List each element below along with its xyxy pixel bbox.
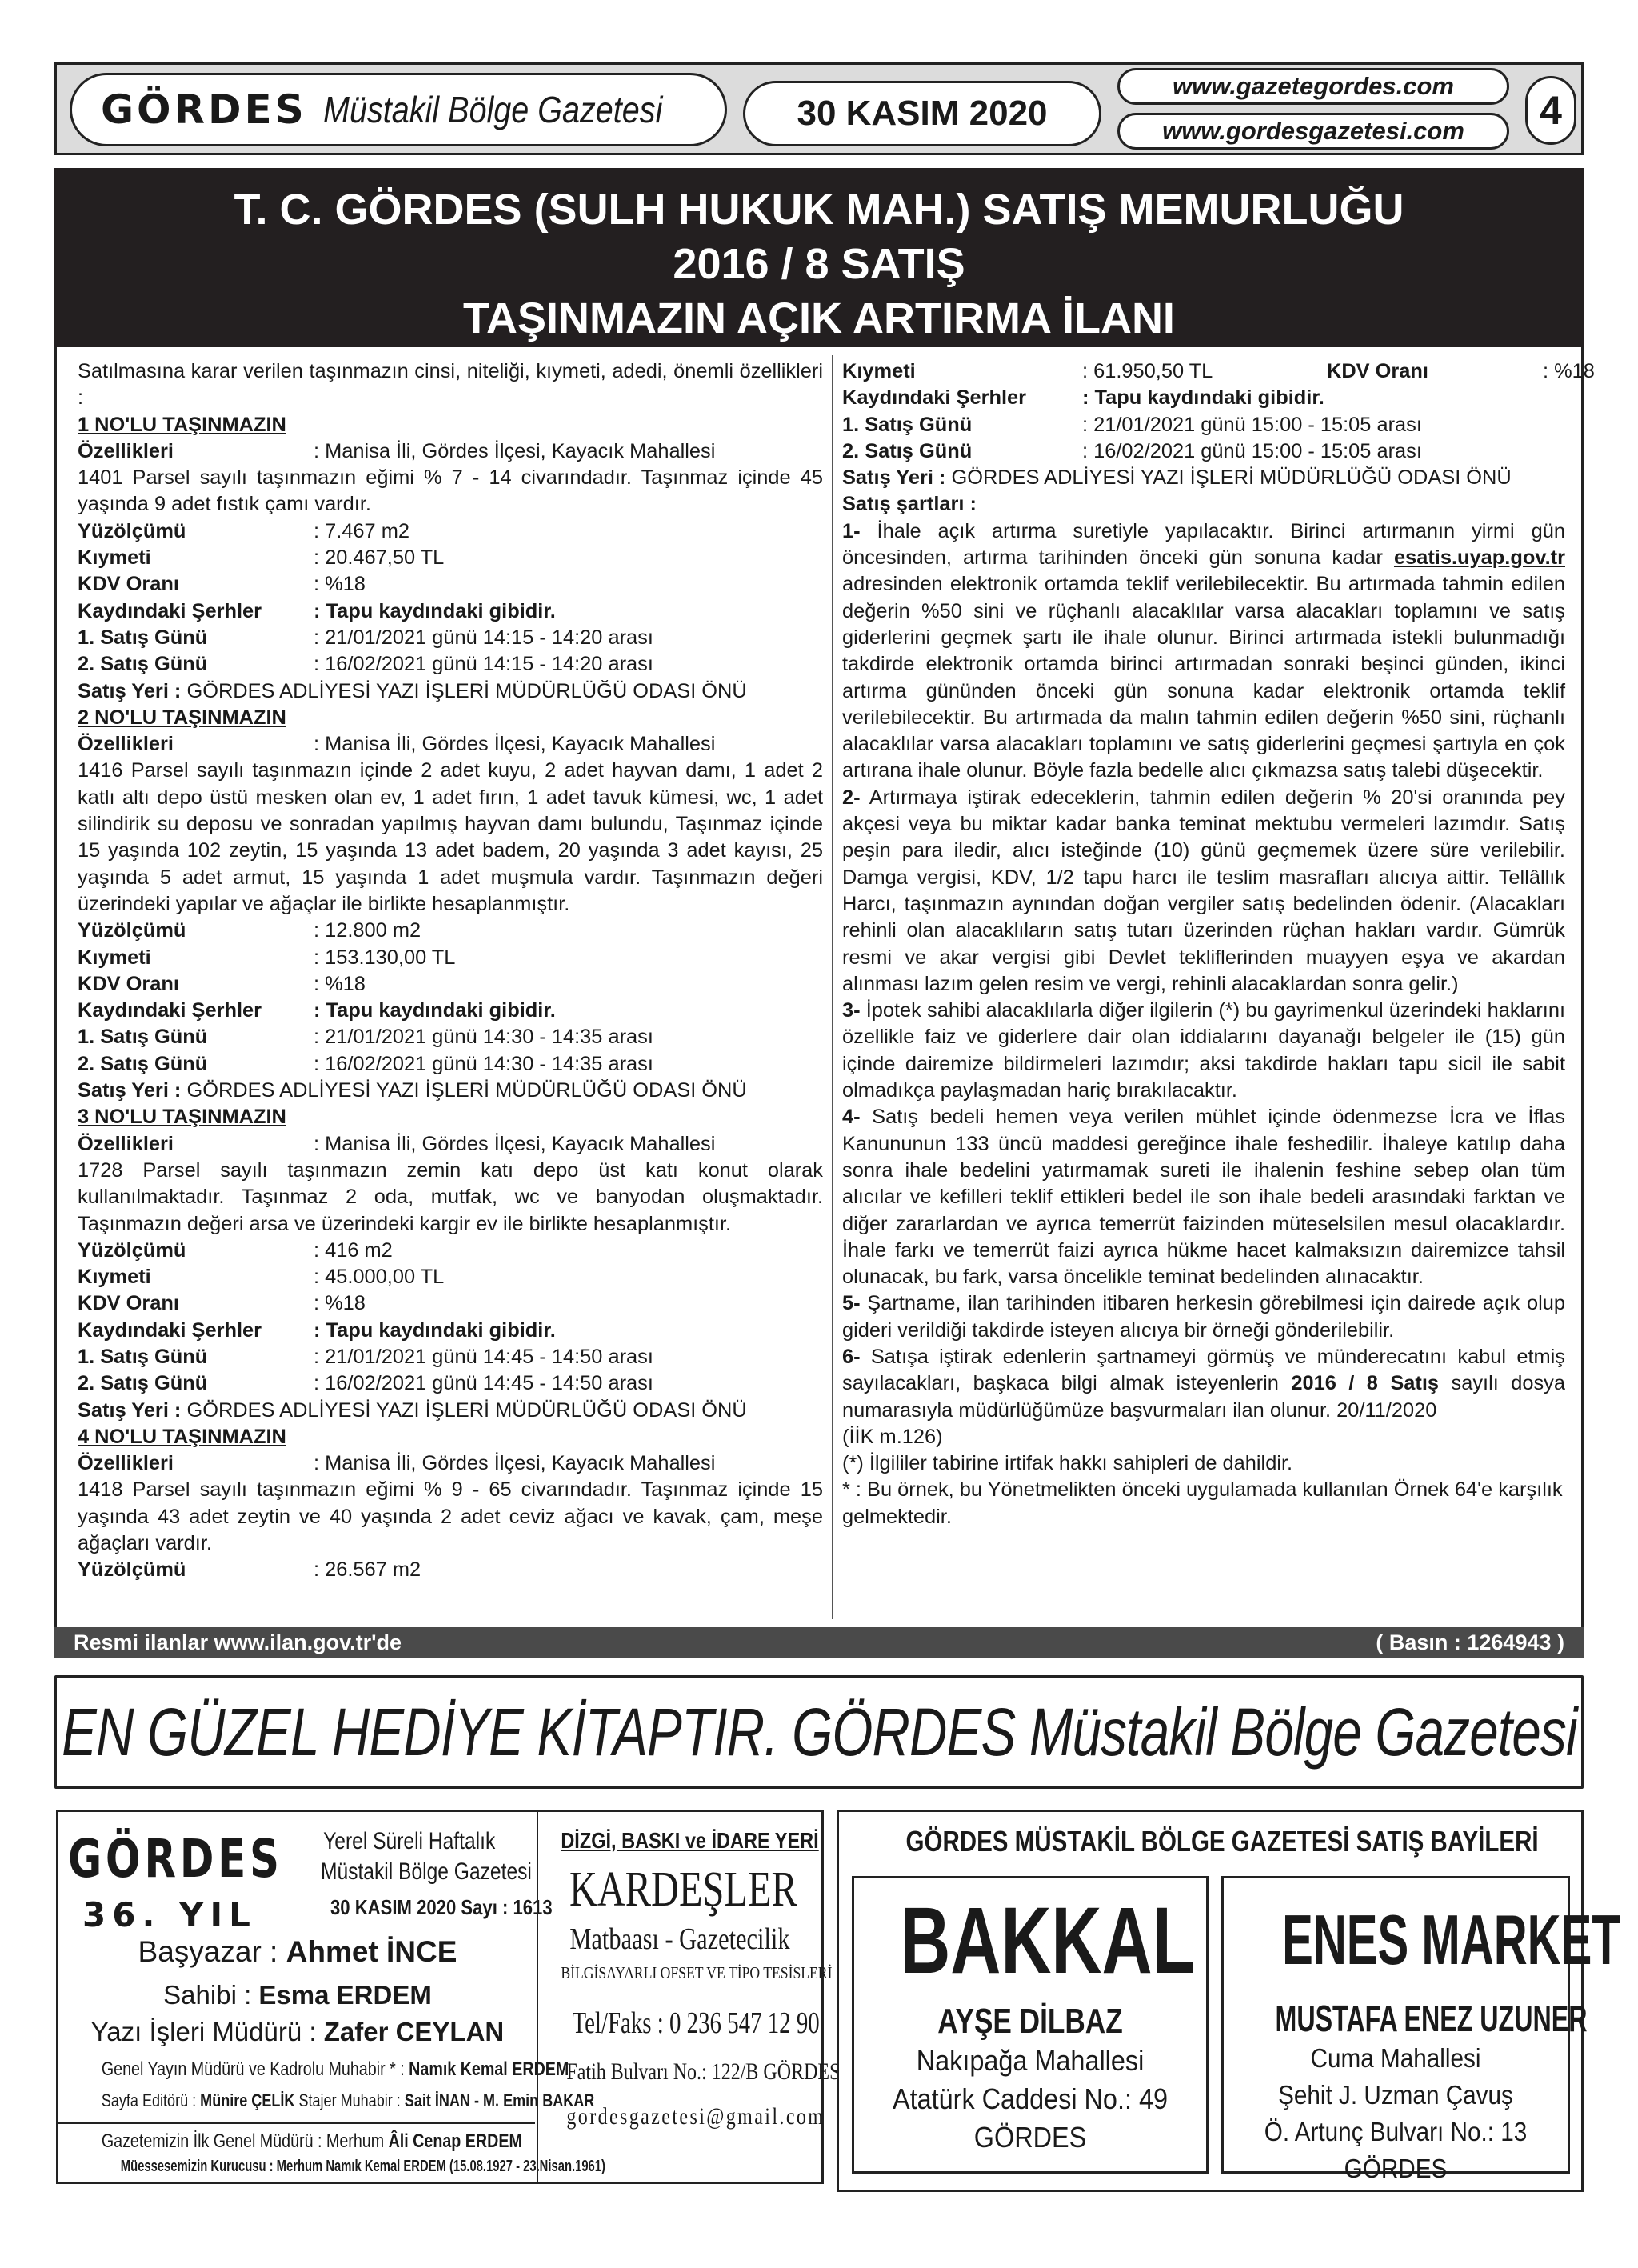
printing-heading: DİZGİ, BASKI ve İDARE YERİ (561, 1828, 819, 1853)
property-2-value: Kıymeti : 153.130,00 TL (78, 946, 456, 969)
property-2-area: Yüzölçümü : 12.800 m2 (78, 919, 421, 942)
property-2-annotation: Kaydındaki Şerhler : Tapu kaydındaki gibidir. (78, 999, 556, 1022)
property-3-area: Yüzölçümü : 416 m2 (78, 1238, 393, 1262)
notice-body (54, 347, 1595, 1627)
sellers-title: GÖRDES MÜSTAKİL BÖLGE GAZETESİ SATIŞ BAYİLERİ (905, 1825, 1539, 1858)
property-1-vat: KDV Oranı : %18 (78, 573, 366, 596)
imprint-logo: GÖRDES (68, 1828, 283, 1890)
sellers-box (837, 1810, 1620, 2192)
condition-2: 2- Artırmaya iştirak edeceklerin, tahmin edilen değerin % 20'si oranında pey akçesi veya bu miktar kadar banka teminat mektubu vermeleri lazımdır. Satış peşin para iledir, alıcı isteğinde (10) günü geçmemek üzere süre verilebilir. Damga vergisi, KDV, 1/2 tapu harcı ile teslim masrafları alıcıya aittir. Tellâllık Harcı, taşınmazın aynından doğan vergiler satış bedelinden ödenir. (Alacakları rehinli olan alacaklıların satış tutarı üzerinden rüçhan hakları vardır. Gümrük resmi ve akar vergisi gibi Devlet tekliflerinden muayyen eşya ve akardan alınması lazım gelen resim ve vergi, rehinli alacaklardan sonra gelir.) (842, 786, 1565, 995)
seller-1 (852, 1876, 1209, 2174)
notice-header (54, 168, 1584, 347)
notice-right-column (842, 358, 1595, 1530)
masthead-imprint (58, 1812, 605, 2185)
imprint-page-editor: Sayfa Editörü : Münire ÇELİK Stajer Muhabir : Sait İNAN - M. Emin BAKAR (101, 2090, 595, 2110)
masthead (54, 62, 1584, 155)
property-2-sale-day-2: 2. Satış Günü : 16/02/2021 günü 14:30 - 14:35 arası (78, 1052, 653, 1075)
condition-4: 4- Satış bedeli hemen veya verilen mühlet içinde ödenmezse İcra ve İflas Kanununun 133 üncü maddesi gereğince ihale feshedilir. İhaleye katılıp daha sonra ihale bedelini yatırmamak sureti ile ihalenin feshine sebep olan tüm alıcılar ve kefilleri teklif ettikleri bedel ile son ihale bedeli arasındaki farktan ve diğer zararlardan ve ayrıca temerrüt faizinden müteselsilen mesul olacaklardır. İhale farkı ve temerrüt faizi ayrıca hükme hacet kalmaksızın dairemizce tahsil olunacak, bu fark, varsa öncelikle teminat bedelinden alınacaktır. (842, 1106, 1565, 1289)
seller-1-address-2: Atatürk Caddesi No.: 49 (893, 2082, 1168, 2115)
seller-2-address-3: Ö. Artunç Bulvarı No.: 13 (1264, 2117, 1528, 2146)
notice-left-column (78, 358, 823, 1584)
property-3-description: 1728 Parsel sayılı taşınmazın zemin katı depo üst katı konut olarak kullanılmaktadır. Taşınmaz 2 oda, mutfak, wc ve banyodan oluşmaktadır. Taşınmazın değeri arsa ve üzerindeki kargir ev ile birlikte hesaplanmıştır. (78, 1158, 823, 1235)
condition-1: 1- İhale açık artırma suretiyle yapılacaktır. Birinci artırmanın yirmi gün öncesinden, artırma tarihinden önceki gün sonuna kadar esatis.uyap.gov.tr adresinden elektronik ortamda teklif verilebilecektir. Bu artırmada tahmin edilen değerin %50 sini ve rüçhanlı alacaklılar varsa alacakları toplamını ve satış giderlerini geçmek şartı ile ihale olunur. Birinci artırmada istekli bulunmadığı takdirde elektronik ortamda birinci artırmadan sonraki beşinci günden, ikinci artırma gününden önceki gün sonuna kadar elektronik ortamda teklif verilebilecektir. Bu artırmada da malın tahmin edilen değerin %50 sini, rüçhanlı alacaklılar varsa alacakları toplamını ve satış giderlerini geçmesi şartıyla en çok artırana ihale olunur. Böyle fazla bedelle alıcı çıkmazsa satış talebi düşecektir. (842, 519, 1565, 782)
property-4-features: Özellikleri : Manisa İli, Gördes İlçesi, Kayacık Mahallesi (78, 1452, 716, 1475)
property-4-annotation: Kaydındaki Şerhler : Tapu kaydındaki gibidir. (842, 386, 1324, 410)
printing-subtitle: Matbaası - Gazetecilik (569, 1922, 790, 1956)
imprint-subtitle: Yerel Süreli Haftalık Müstakil Bölge Gazetesi (321, 1828, 532, 1885)
property-2-heading: 2 NO'LU TAŞINMAZIN (78, 706, 286, 729)
seller-1-type: BAKKAL (900, 1888, 1195, 1994)
property-1-sale-place: Satış Yeri : GÖRDES ADLİYESİ YAZI İŞLERİ MÜDÜRLÜĞÜ ODASI ÖNÜ (78, 679, 747, 702)
property-1-features: Özellikleri : Manisa İli, Gördes İlçesi, Kayacık Mahallesi (78, 439, 716, 462)
seller-1-address-1: Nakıpağa Mahallesi (916, 2044, 1145, 2077)
property-2-description: 1416 Parsel sayılı taşınmazın içinde 2 adet kuyu, 2 adet hayvan damı, 1 adet 2 katlı altı depo üstü mesken olan ev, 1 adet fırın, 1 adet tavuk kümesi, wc, 1 adet silindirik su deposu ve sonradan yapılmış hayvan damı bulundu, Taşınmaz içinde 15 yaşında 102 zeytin, 15 yaşında 13 adet badem, 20 yaşında 3 adet kayısı, 25 yaşında 5 adet armut, 15 yaşında 1 adet muşmula vardır. Taşınmazın değeri üzerindeki yapılar ve ağaçlar ile birlikte hesaplanmıştır. (78, 759, 823, 915)
brand-subtitle: Müstakil Bölge Gazetesi (322, 89, 663, 130)
imprint-editor: Yazı İşleri Müdürü : Zafer CEYLAN (90, 2017, 505, 2046)
printing-name: KARDEŞLER (569, 1862, 797, 1917)
property-2-features: Özellikleri : Manisa İli, Gördes İlçesi, Kayacık Mahallesi (78, 733, 716, 756)
notice-title-2: 2016 / 8 SATIŞ (673, 240, 965, 288)
imprint-chief-writer: Başyazar : Ahmet İNCE (138, 1935, 457, 1968)
printing-email[interactable]: gordesgazetesi@gmail.com (566, 2103, 825, 2130)
property-1-description: 1401 Parsel sayılı taşınmazın eğimi % 7 - 14 civarındadır. Taşınmaz içinde 45 yaşında 9 adet fıstık çamı vardır. (78, 466, 823, 516)
column-divider (832, 355, 833, 1619)
printing-house (537, 1812, 841, 2182)
press-code: ( Basın : 1264943 ) (1376, 1630, 1564, 1654)
seller-2-address-4: GÖRDES (1344, 2154, 1448, 2183)
property-4-sale-day-1: 1. Satış Günü : 21/01/2021 günü 15:00 - 15:05 arası (842, 413, 1422, 436)
property-4-heading: 4 NO'LU TAŞINMAZIN (78, 1425, 286, 1448)
property-2-sale-day-1: 1. Satış Günü : 21/01/2021 günü 14:30 - 14:35 arası (78, 1026, 653, 1049)
printing-address: Fatih Bulvarı No.: 122/B GÖRDES (566, 2058, 841, 2085)
website-link-2[interactable]: www.gordesgazetesi.com (1117, 113, 1509, 150)
seller-2-address-1: Cuma Mahallesi (1310, 2043, 1481, 2073)
imprint-first-director: Gazetemizin İlk Genel Müdürü : Merhum Âli Cenap ERDEM (101, 2130, 522, 2152)
property-2-vat: KDV Oranı : %18 (78, 972, 366, 995)
printing-phone: Tel/Faks : 0 236 547 12 90 (572, 2006, 820, 2040)
notice-title-3: TAŞINMAZIN AÇIK ARTIRMA İLANI (463, 294, 1175, 342)
slogan-banner (54, 1675, 1584, 1789)
footnote-1: (*) İlgililer tabirine irtifak hakkı sahipleri de dahildir. (842, 1452, 1293, 1475)
notice-footer-bar (54, 1627, 1584, 1658)
property-3-heading: 3 NO'LU TAŞINMAZIN (78, 1106, 286, 1129)
property-3-sale-day-1: 1. Satış Günü : 21/01/2021 günü 14:45 - 14:50 arası (78, 1345, 653, 1368)
brand-logo: GÖRDES (101, 86, 307, 133)
property-1-sale-day-1: 1. Satış Günü : 21/01/2021 günü 14:15 - 14:20 arası (78, 626, 653, 649)
property-1-annotation: Kaydındaki Şerhler : Tapu kaydındaki gibidir. (78, 599, 556, 622)
property-3-features: Özellikleri : Manisa İli, Gördes İlçesi, Kayacık Mahallesi (78, 1132, 716, 1155)
official-notices-link[interactable]: Resmi ilanlar www.ilan.gov.tr'de (74, 1630, 402, 1654)
property-1-heading: 1 NO'LU TAŞINMAZIN (78, 413, 286, 436)
page-number: 4 (1525, 76, 1576, 145)
esatis-link[interactable]: esatis.uyap.gov.tr (1393, 546, 1565, 570)
imprint-date-issue: 30 KASIM 2020 Sayı : 1613 (330, 1895, 553, 1919)
property-4-value: Kıymeti : 61.950,50 TL KDV Oranı : %18 (842, 360, 1595, 382)
seller-2-address-2: Şehit J. Uzman Çavuş (1278, 2080, 1513, 2110)
imprint-year: 36. YIL (82, 1895, 257, 1934)
condition-6: 6- Satışa iştirak edenlerin şartnameyi görmüş ve münderecatını kabul etmiş sayılacakları, başkaca bilgi almak isteyenlerin 2016 / 8 Satış sayılı dosya numarasıyla müdürlüğümüze başvurmaları ilan olunur. 20/11/2020 (842, 1345, 1565, 1422)
property-3-vat: KDV Oranı : %18 (78, 1292, 366, 1315)
seller-2-owner: MUSTAFA ENEZ UZUNER (1275, 1998, 1588, 2039)
property-1-area: Yüzölçümü : 7.467 m2 (78, 519, 410, 542)
property-3-annotation: Kaydındaki Şerhler : Tapu kaydındaki gibidir. (78, 1318, 556, 1342)
property-4-sale-day-2: 2. Satış Günü : 16/02/2021 günü 15:00 - 15:05 arası (842, 439, 1422, 462)
condition-3: 3- İpotek sahibi alacaklılarla diğer ilgilerin (*) bu gayrimenkul üzerindeki haklarını özellikle faiz ve giderlere dair olan iddialarını dayanağı belgeler ile (15) gün içinde dairemize bildirmeleri lazımdır; aksi takdirde hakları tapu sicil ile sabit olmadıkça paylaşmadan hariç bırakılacaktır. (842, 999, 1565, 1102)
seller-2-type: ENES MARKET (1282, 1900, 1620, 1979)
seller-1-owner: AYŞE DİLBAZ (937, 2002, 1123, 2041)
property-1-sale-day-2: 2. Satış Günü : 16/02/2021 günü 14:15 - 14:20 arası (78, 653, 653, 676)
property-4-description: 1418 Parsel sayılı taşınmazın eğimi % 9 - 65 civarındadır. Taşınmaz içinde 15 yaşında 43 adet zeytin ve 40 yaşında 2 adet ceviz ağacı ve kavak, çam, meşe ağaçları vardır. (78, 1478, 823, 1555)
footnote-2: * : Bu örnek, bu Yönetmelikten önceki uygulamada kullanılan Örnek 64'e karşılık gelmektedir. (842, 1478, 1563, 1528)
notice-title-1: T. C. GÖRDES (SULH HUKUK MAH.) SATIŞ MEMURLUĞU (234, 186, 1404, 234)
imprint-general-director: Genel Yayın Müdürü ve Kadrolu Muhabir * : Namık Kemal ERDEM (101, 2058, 569, 2080)
imprint-divider (58, 2122, 535, 2124)
slogan-text: EN GÜZEL HEDİYE KİTAPTIR. GÖRDES Müstakil Bölge Gazetesi (61, 1694, 1577, 1770)
property-1-value: Kıymeti : 20.467,50 TL (78, 546, 445, 570)
imprint-box (56, 1810, 841, 2184)
condition-5: 5- Şartname, ilan tarihinden itibaren herkesin görebilmesi için dairede açık olup gideri verildiği takdirde isteyen alıcıya bir örneği gönderilebilir. (842, 1292, 1565, 1342)
website-link-1[interactable]: www.gazetegordes.com (1117, 68, 1509, 105)
property-4-area: Yüzölçümü : 26.567 m2 (78, 1558, 421, 1582)
law-reference: (İİK m.126) (842, 1425, 943, 1448)
imprint-founder: Müessesemizin Kurucusu : Merhum Namık Kemal ERDEM (15.08.1927 - 23.Nisan.1961) (120, 2158, 605, 2175)
notice-intro: Satılmasına karar verilen taşınmazın cinsi, niteliği, kıymeti, adedi, önemli özellikleri : (78, 360, 823, 410)
conditions-heading: Satış şartları : (842, 493, 977, 516)
property-4-sale-place: Satış Yeri : GÖRDES ADLİYESİ YAZI İŞLERİ MÜDÜRLÜĞÜ ODASI ÖNÜ (842, 466, 1512, 490)
seller-1-address-3: GÖRDES (973, 2121, 1087, 2154)
property-3-value: Kıymeti : 45.000,00 TL (78, 1266, 445, 1289)
seller-2 (1221, 1876, 1620, 2183)
printing-facilities: BİLGİSAYARLI OFSET VE TİPO TESİSLERİ (561, 1963, 833, 1982)
imprint-owner: Sahibi : Esma ERDEM (163, 1980, 432, 2010)
property-3-sale-place: Satış Yeri : GÖRDES ADLİYESİ YAZI İŞLERİ MÜDÜRLÜĞÜ ODASI ÖNÜ (78, 1398, 747, 1422)
property-3-sale-day-2: 2. Satış Günü : 16/02/2021 günü 14:45 - 14:50 arası (78, 1372, 653, 1395)
issue-date: 30 KASIM 2020 (743, 81, 1101, 146)
masthead-brand (70, 73, 727, 146)
property-2-sale-place: Satış Yeri : GÖRDES ADLİYESİ YAZI İŞLERİ MÜDÜRLÜĞÜ ODASI ÖNÜ (78, 1079, 747, 1102)
